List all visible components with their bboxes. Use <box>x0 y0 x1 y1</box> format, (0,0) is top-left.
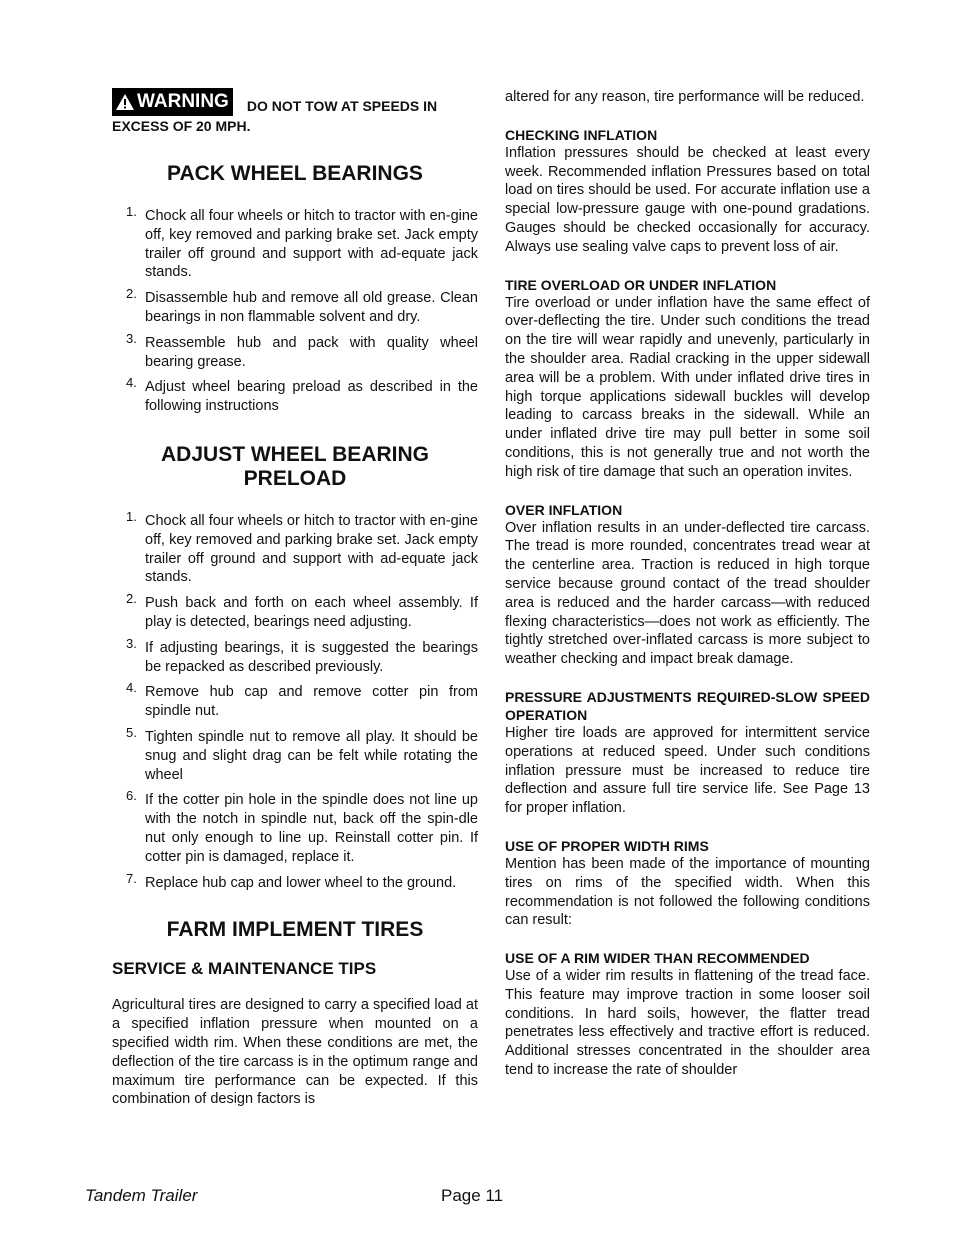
step-text: If the cotter pin hole in the spindle does not line up with the notch in spindle nut, back off the spin-dle nut only enough to line up. Reinstall cotter pin. If cotter pin is damaged, replace it. <box>145 792 478 865</box>
step-number: 2. <box>126 286 137 302</box>
adjust-preload-heading <box>112 443 478 491</box>
list-item <box>112 680 478 721</box>
section-title: PRESSURE ADJUSTMENTS REQUIRED-SLOW SPEED OPERATION <box>505 688 870 723</box>
section-proper-width-rims <box>505 837 870 930</box>
section-body: Higher tire loads are approved for intermittent service operations at reduced speed. Under such conditions inflation pressure must be increased to reduce tire deflection and assure full tire service life. See Page 13 for proper inflation. <box>505 724 870 817</box>
step-number: 5. <box>126 724 137 740</box>
farm-implement-tires-heading: FARM IMPLEMENT TIRES <box>166 918 424 942</box>
step-text: Disassemble hub and remove all old grease. Clean bearings in non flammable solvent and dry. <box>145 290 478 325</box>
section-title: TIRE OVERLOAD OR UNDER INFLATION <box>505 276 777 293</box>
heading-line: ADJUST WHEEL BEARING <box>161 442 429 466</box>
warning-notice <box>112 88 478 136</box>
step-number: 2. <box>126 591 137 607</box>
step-text: Remove hub cap and remove cotter pin from spindle nut. <box>145 684 478 720</box>
section-body: Tire overload or under inflation have the same effect of over-deflecting the tire. Under such conditions the tread on the tire will wear rapidly and unevenly, particularly in the shoulder area. Radial cracking in the upper sidewall area will be a problem. With under inflated drive tires in high torque applications sidewall buckles will develop leading to carcass breaks in the sidewall. While an under inflated drive tire may pull better in some soil conditions, this is not generally true and not worth the high risk of tire damage that such an operation invites. <box>505 294 870 480</box>
list-item <box>112 788 478 866</box>
list-item <box>112 635 478 677</box>
step-number: 7. <box>126 870 137 886</box>
section-pressure-adjustments <box>505 688 870 818</box>
warning-badge-label: WARNING <box>137 91 229 112</box>
pack-steps-list <box>112 204 478 416</box>
warning-text: DO NOT TOW AT SPEEDS IN EXCESS OF 20 MPH. <box>112 98 438 134</box>
step-number: 3. <box>126 330 137 346</box>
step-text: Tighten spindle nut to remove all play. It should be snug and slight drag can be felt while rotating the wheel <box>145 728 478 783</box>
step-text: Replace hub cap and lower wheel to the ground. <box>145 874 457 891</box>
section-body: Over inflation results in an under-deflected tire carcass. The tread is more rounded, concentrates tread wear at the centerline area. Traction is reduced in high torque service because ground contact of the tread shoulder area is reduced and the harder carcass—with reduced flexing characteristics—does not work as efficiently. The tightly stretched over-inflated carcass is more subject to weather checking and impact break damage. <box>505 519 870 668</box>
section-body: Inflation pressures should be checked at least every week. Recommended inflation Pressures based on total load on tires should be used. For accurate inflation use a special low-pressure gauge with one-pound gradations. Gauges should be checked occasionally for accuracy. Always use sealing valve caps to prevent loss of air. <box>505 144 870 255</box>
right-column <box>505 88 870 1080</box>
step-number: 3. <box>126 635 137 651</box>
warning-triangle-icon <box>115 93 135 111</box>
section-wider-rim <box>505 949 870 1080</box>
list-item <box>112 724 478 784</box>
section-title: OVER INFLATION <box>505 501 623 518</box>
section-title: USE OF A RIM WIDER THAN RECOMMENDED <box>505 950 810 967</box>
list-item <box>112 330 478 372</box>
list-item <box>112 591 478 632</box>
footer-page-number: Page 11 <box>441 1186 504 1205</box>
section-title: USE OF PROPER WIDTH RIMS <box>505 837 709 854</box>
step-text: Chock all four wheels or hitch to tractor with en-gine off, key removed and parking brake set. Jack empty trailer off ground and support with ad-equate jack stands. <box>145 512 478 586</box>
footer-document-title: Tandem Trailer <box>85 1186 198 1205</box>
section-tire-overload <box>505 276 870 482</box>
list-item <box>112 204 478 282</box>
step-text: Adjust wheel bearing preload as described in the following instructions <box>145 379 478 415</box>
step-text: Push back and forth on each wheel assembly. If play is detected, bearings need adjusting. <box>145 595 478 630</box>
section-checking-inflation <box>505 126 870 257</box>
service-tips-subheading: SERVICE & MAINTENANCE TIPS <box>112 959 377 979</box>
step-number: 6. <box>126 788 137 804</box>
continued-paragraph: altered for any reason, tire performance will be reduced. <box>505 89 865 105</box>
step-text: Reassemble hub and pack with quality wheel bearing grease. <box>145 334 478 370</box>
list-item <box>112 870 478 893</box>
section-title: CHECKING INFLATION <box>505 126 658 143</box>
list-item <box>112 508 478 587</box>
step-text: Chock all four wheels or hitch to tractor with en-gine off, key removed and parking brake set. Jack empty trailer off ground and support with ad-equate jack stands. <box>145 208 478 281</box>
section-body: Mention has been made of the importance of mounting tires on rims of the specified width. When this recommendation is not followed the following conditions can result: <box>505 855 870 929</box>
step-text: If adjusting bearings, it is suggested the bearings be repacked as described previously. <box>145 639 478 675</box>
step-number: 4. <box>126 375 137 391</box>
adjust-steps-list <box>112 508 478 892</box>
section-body: Use of a wider rim results in flattening of the tread face. This feature may improve traction in some looser soil conditions. In hard soils, however, the flatter tread penetrates less effectively and tractive effort is reduced. Additional stresses concentrated in the shoulder area tend to increase the rate of shoulder <box>505 968 870 1079</box>
list-item <box>112 375 478 416</box>
step-number: 1. <box>126 204 137 219</box>
section-over-inflation <box>505 501 870 669</box>
tires-intro-paragraph: Agricultural tires are designed to carry a specified load at a specified inflation pressure when mounted on a specified width rim. When these conditions are met, the deflection of the tire carcass is in the optimum range and maximum tire performance can be expected. If this combination of design factors is <box>112 997 478 1108</box>
list-item <box>112 286 478 327</box>
left-column <box>112 88 478 1109</box>
step-number: 1. <box>126 508 137 524</box>
warning-badge <box>112 88 233 116</box>
heading-line: PRELOAD <box>243 466 347 490</box>
step-number: 4. <box>126 680 137 696</box>
pack-wheel-bearings-heading: PACK WHEEL BEARINGS <box>167 162 423 185</box>
